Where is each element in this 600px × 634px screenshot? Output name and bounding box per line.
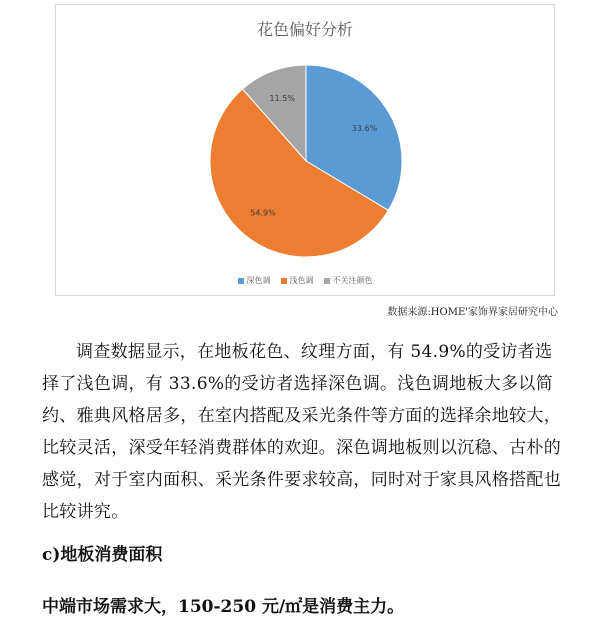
legend-swatch: [238, 278, 244, 284]
legend-label: 深色调: [246, 276, 271, 285]
pie-chart-svg: [56, 5, 556, 297]
legend-swatch: [324, 278, 330, 284]
body-paragraph: 调查数据显示，在地板花色、纹理方面，有 54.9%的受访者选择了浅色调，有 33.6%的受访者选择深色调。浅色调地板大多以简约、雅典风格居多，在室内搭配及采光条件等方面的选择余地较大，比较灵活，深受年轻消费群体的欢迎。深色调地板则以沉稳、古朴的感觉，对于室内面积、采光条件要求较高，同时对于家具风格搭配也比较讲究。: [42, 342, 561, 522]
legend-item-none: [324, 275, 373, 286]
legend-label: 不关注颜色: [332, 276, 373, 285]
data-source-note: 数据来源:HOME'家饰界家居研究中心: [387, 307, 558, 318]
slice-data-label: 33.6%: [351, 123, 378, 133]
chart-legend: [56, 275, 554, 286]
legend-label: 浅色调: [289, 276, 314, 285]
summary-line: 中端市场需求大，150-250 元/㎡是消费主力。: [42, 597, 405, 617]
pie-chart: [55, 4, 555, 296]
legend-swatch: [281, 278, 287, 284]
slice-data-label: 54.9%: [250, 208, 276, 218]
slice-data-label: 11.5%: [269, 94, 295, 104]
section-heading: c)地板消费面积: [42, 545, 163, 565]
legend-item-light: [281, 275, 314, 286]
chart-title: 花色偏好分析: [256, 20, 353, 39]
legend-item-dark: [238, 275, 271, 286]
